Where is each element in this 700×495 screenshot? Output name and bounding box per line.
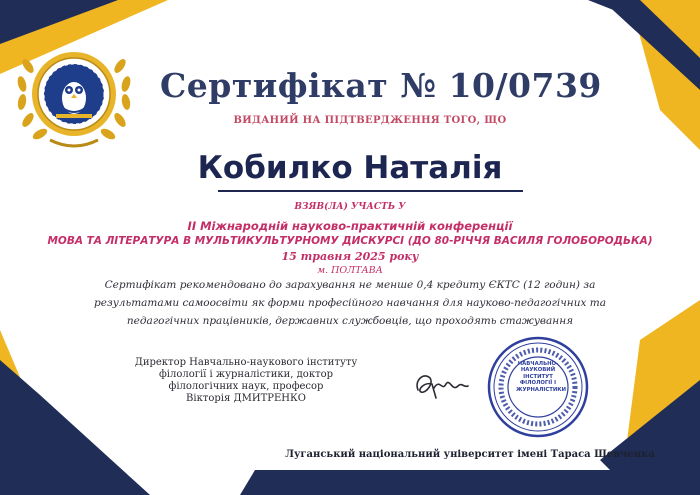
university-emblem-icon	[14, 36, 134, 151]
conference-city: м. ПОЛТАВА	[317, 265, 383, 276]
stamp-line: ЖУРНАЛІСТИКИ	[516, 386, 567, 393]
credit-note-line: Сертифікат рекомендовано до зарахування не менше 0,4 кредиту ЄКТС (12 годин) за	[104, 279, 596, 291]
conference-name: ІІ Міжнародній науково-практичній конференції	[187, 219, 513, 233]
signer-title-line: філологічних наук, професор	[168, 381, 324, 392]
stamp-line: НАВЧАЛЬНО-	[517, 361, 559, 367]
conference-date: 15 травня 2025 року	[281, 250, 419, 263]
name-underline	[218, 190, 523, 192]
credit-note-line: результатами самоосвіти як форми професійного навчання для науково-педагогічних та	[94, 297, 606, 309]
stamp-line: ІНСТИТУТ	[523, 373, 553, 380]
signature-icon	[412, 368, 470, 402]
participation-label: ВЗЯВ(ЛА) УЧАСТЬ У	[294, 202, 406, 212]
stamp-line: ФІЛОЛОГІЇ І	[519, 380, 557, 387]
bottom-navy-band	[240, 470, 700, 495]
signer-name: Вікторія ДМИТРЕНКО	[186, 393, 306, 404]
credit-note-line: педагогічних працівників, державних службовців, що проходять стажування	[126, 315, 574, 327]
recipient-name: Кобилко Наталія	[197, 150, 503, 186]
stamp-line: НАУКОВИЙ	[520, 367, 556, 374]
university-footer: Луганський національний університет імені Тараса Шевченка	[285, 449, 655, 460]
conference-topic: МОВА ТА ЛІТЕРАТУРА В МУЛЬТИКУЛЬТУРНОМУ ДИСКУРСІ (ДО 80-РІЧЧЯ ВАСИЛЯ ГОЛОБОРОДЬКА)	[47, 235, 653, 247]
issued-note: ВИДАНИЙ НА ПІДТВЕРДЖЕННЯ ТОГО, ЩО	[233, 115, 507, 126]
certificate-title: Сертифікат № 10/0739	[160, 66, 602, 105]
signer-title-line: філології і журналістики, доктор	[158, 369, 334, 380]
stamp-inner-text	[516, 361, 567, 393]
signer-title-line: Директор Навчально-наукового інституту	[134, 357, 358, 368]
